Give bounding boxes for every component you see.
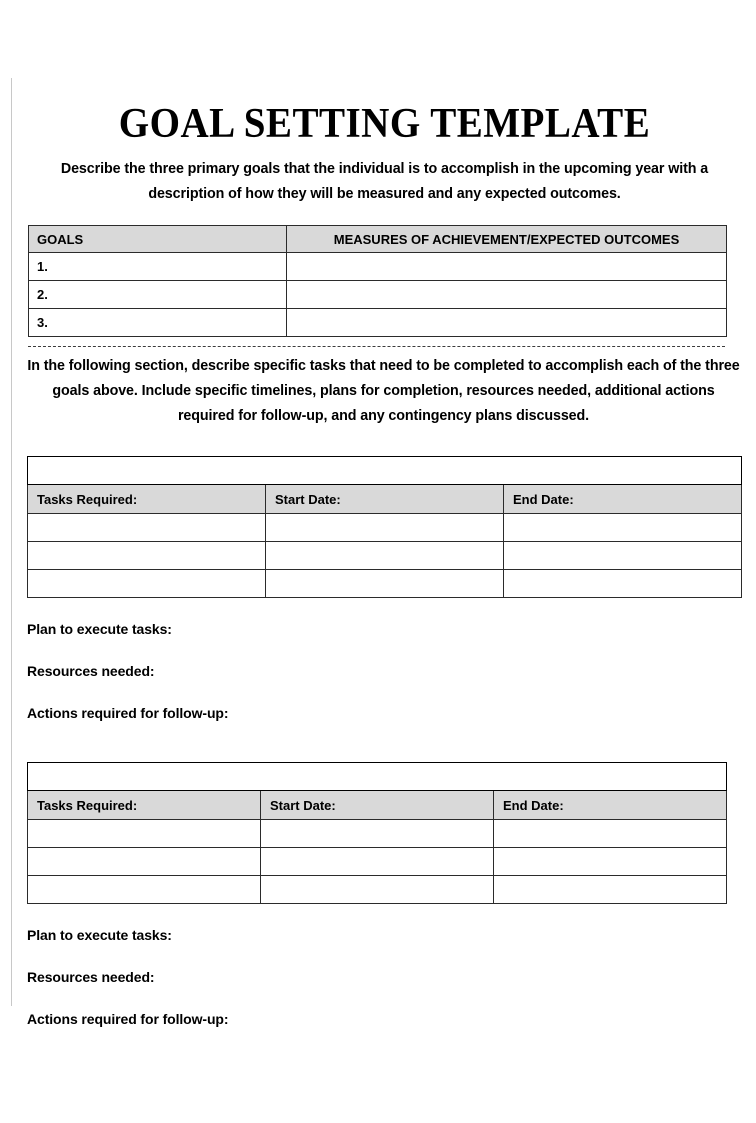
goal-2-task-cell-1[interactable] bbox=[28, 820, 261, 848]
goal-1-task-cell-2[interactable] bbox=[28, 542, 266, 570]
goal-1-start-cell-2[interactable] bbox=[266, 542, 504, 570]
goal-1-heading: GOAL 1: bbox=[28, 457, 742, 485]
table-row bbox=[29, 253, 727, 281]
goal-section-2 bbox=[27, 762, 742, 1028]
table-row bbox=[28, 570, 742, 598]
table-row bbox=[28, 514, 742, 542]
goal-2-table bbox=[27, 762, 727, 904]
goal-number-cell-2: 2. bbox=[29, 281, 287, 309]
table-row bbox=[28, 848, 727, 876]
section-divider bbox=[28, 346, 725, 347]
goal-1-actions-followup-label: Actions required for follow-up: bbox=[27, 705, 229, 721]
table-row bbox=[29, 281, 727, 309]
tasks-required-column-header: Tasks Required: bbox=[28, 791, 261, 820]
goal-1-column-header-row bbox=[28, 485, 742, 514]
goal-1-start-cell-3[interactable] bbox=[266, 570, 504, 598]
goal-1-end-cell-3[interactable] bbox=[504, 570, 742, 598]
goal-1-task-cell-1[interactable] bbox=[28, 514, 266, 542]
goal-number-cell-3: 3. bbox=[29, 309, 287, 337]
end-date-column-header: End Date: bbox=[494, 791, 727, 820]
page-title: GOAL SETTING TEMPLATE bbox=[118, 101, 651, 147]
goal-1-end-cell-1[interactable] bbox=[504, 514, 742, 542]
goal-2-start-cell-3[interactable] bbox=[261, 876, 494, 904]
goal-2-task-cell-3[interactable] bbox=[28, 876, 261, 904]
start-date-column-header: Start Date: bbox=[266, 485, 504, 514]
goal-measure-cell-3[interactable] bbox=[287, 309, 727, 337]
goal-measure-cell-2[interactable] bbox=[287, 281, 727, 309]
goal-section-1 bbox=[27, 456, 742, 722]
goal-measure-cell-1[interactable] bbox=[287, 253, 727, 281]
goal-1-start-cell-1[interactable] bbox=[266, 514, 504, 542]
table-row bbox=[28, 876, 727, 904]
table-row bbox=[29, 309, 727, 337]
goal-2-task-cell-2[interactable] bbox=[28, 848, 261, 876]
goals-column-header: GOALS bbox=[29, 226, 287, 253]
goal-2-end-cell-2[interactable] bbox=[494, 848, 727, 876]
goal-2-end-cell-3[interactable] bbox=[494, 876, 727, 904]
goal-2-heading: GOAL 2: bbox=[28, 763, 727, 791]
goal-number-cell-1: 1. bbox=[29, 253, 287, 281]
instructions-paragraph: In the following section, describe specific tasks that need to be completed to accomplish each of the three goals above. Include specific timelines, plans for completion, resources needed, additional actions required for follow-up, and any contingency plans discussed. bbox=[27, 358, 740, 424]
goal-2-plan-to-execute-label: Plan to execute tasks: bbox=[27, 927, 172, 943]
goal-2-start-cell-1[interactable] bbox=[261, 820, 494, 848]
goal-1-plan-to-execute-label: Plan to execute tasks: bbox=[27, 621, 172, 637]
goal-2-heading-row bbox=[28, 763, 727, 791]
table-row bbox=[28, 820, 727, 848]
document-subtitle: Describe the three primary goals that the individual is to accomplish in the upcoming year with a description of how they will be measured and any expected outcomes. bbox=[60, 161, 709, 202]
goal-2-fields bbox=[27, 926, 742, 1028]
goal-1-fields bbox=[27, 620, 742, 722]
measures-column-header: MEASURES OF ACHIEVEMENT/EXPECTED OUTCOMES bbox=[287, 226, 727, 253]
goal-1-end-cell-2[interactable] bbox=[504, 542, 742, 570]
goal-1-resources-needed-label: Resources needed: bbox=[27, 663, 155, 679]
goal-1-heading-row bbox=[28, 457, 742, 485]
table-row bbox=[28, 542, 742, 570]
goal-2-resources-needed-label: Resources needed: bbox=[27, 969, 155, 985]
goal-2-start-cell-2[interactable] bbox=[261, 848, 494, 876]
goal-2-actions-followup-label: Actions required for follow-up: bbox=[27, 1011, 229, 1027]
goal-2-end-cell-1[interactable] bbox=[494, 820, 727, 848]
tasks-required-column-header: Tasks Required: bbox=[28, 485, 266, 514]
goal-2-column-header-row bbox=[28, 791, 727, 820]
goal-1-task-cell-3[interactable] bbox=[28, 570, 266, 598]
goals-table-header-row bbox=[29, 226, 727, 253]
end-date-column-header: End Date: bbox=[504, 485, 742, 514]
start-date-column-header: Start Date: bbox=[261, 791, 494, 820]
goal-1-table bbox=[27, 456, 742, 598]
goals-table bbox=[28, 225, 727, 337]
